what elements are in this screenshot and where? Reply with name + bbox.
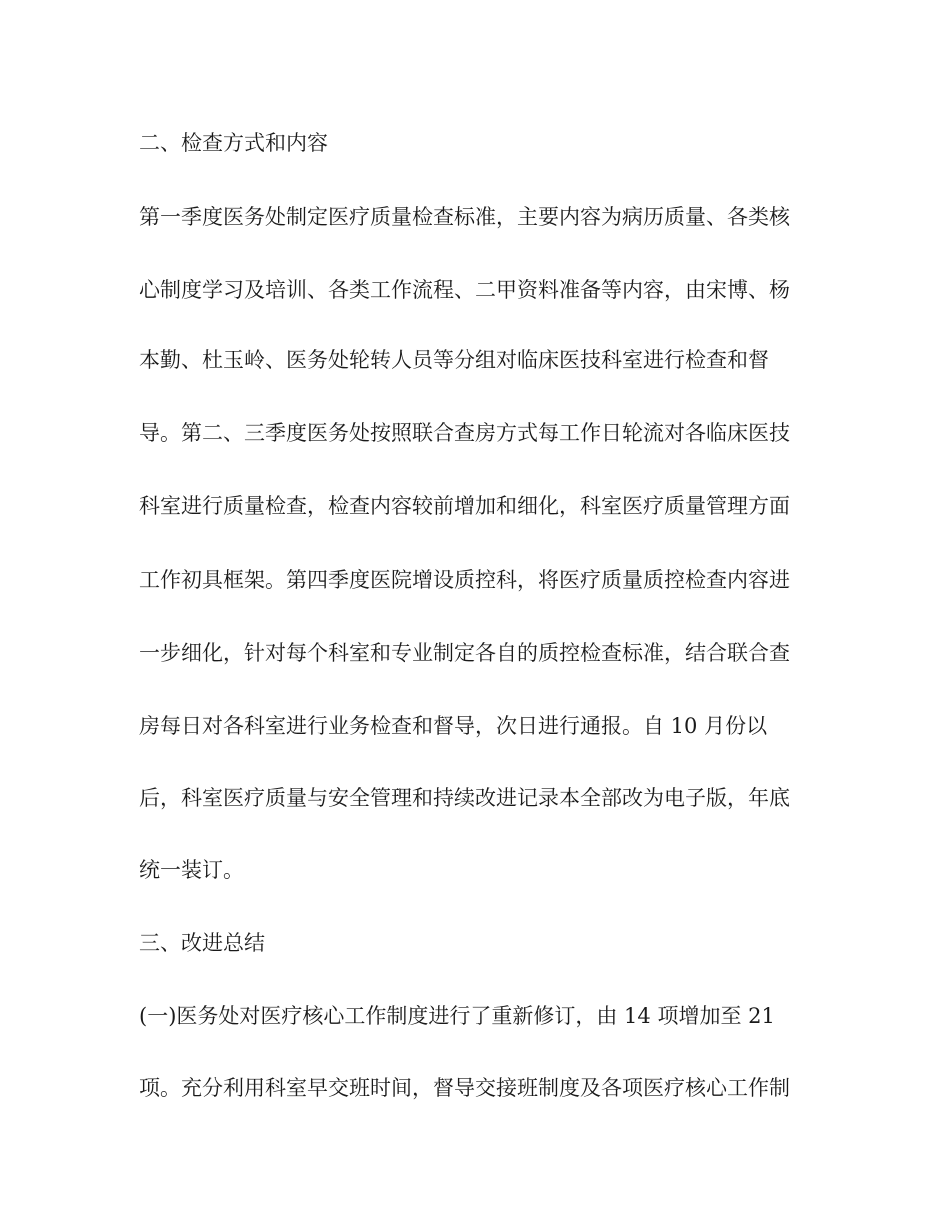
paragraph-line: 第一季度医务处制定医疗质量检查标准，主要内容为病历质量、各类核 <box>139 205 790 229</box>
paragraph-line: 后，科室医疗质量与安全管理和持续改进记录本全部改为电子版，年底 <box>139 786 790 810</box>
paragraph-line: (一)医务处对医疗核心工作制度进行了重新修订，由 14 项增加至 21 <box>139 1004 775 1028</box>
paragraph-line: 工作初具框架。第四季度医院增设质控科，将医疗质量质控检查内容进 <box>139 568 790 592</box>
section-heading-improvement-summary: 三、改进总结 <box>139 931 265 955</box>
section-heading-inspection-method: 二、检查方式和内容 <box>139 131 328 155</box>
paragraph-line: 统一装订。 <box>139 858 244 882</box>
paragraph-line: 项。充分利用科室早交班时间，督导交接班制度及各项医疗核心工作制 <box>139 1076 790 1100</box>
paragraph-line: 科室进行质量检查，检查内容较前增加和细化，科室医疗质量管理方面 <box>139 494 790 518</box>
paragraph-line: 一步细化，针对每个科室和专业制定各自的质控检查标准，结合联合查 <box>139 641 790 665</box>
paragraph-line: 导。第二、三季度医务处按照联合查房方式每工作日轮流对各临床医技 <box>139 421 790 445</box>
paragraph-line: 房每日对各科室进行业务检查和督导，次日进行通报。自 10 月份以 <box>139 714 768 738</box>
paragraph-line: 本勤、杜玉岭、医务处轮转人员等分组对临床医技科室进行检查和督 <box>139 348 769 372</box>
paragraph-line: 心制度学习及培训、各类工作流程、二甲资料准备等内容，由宋博、杨 <box>139 278 790 302</box>
